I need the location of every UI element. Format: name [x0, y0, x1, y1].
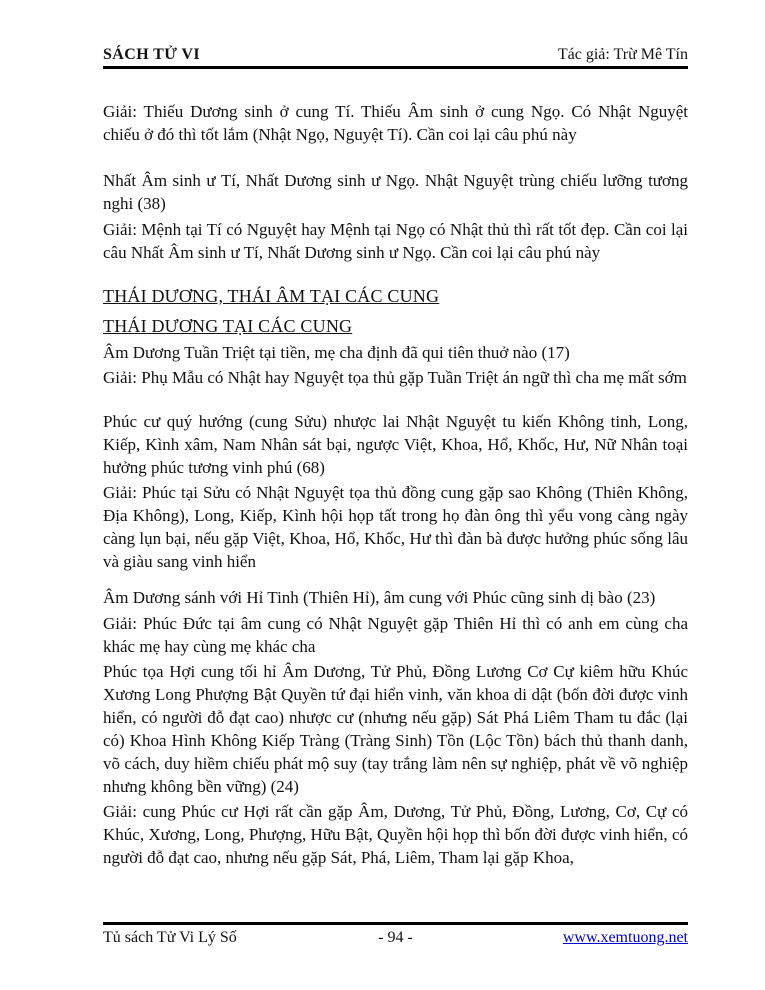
footer-website-link[interactable]: www.xemtuong.net — [562, 929, 688, 946]
footer-series-title: Tủ sách Tử Vi Lý Số — [103, 929, 237, 946]
page-footer — [103, 928, 688, 948]
section-heading-thai-duong-thai-am: THÁI DƯƠNG, THÁI ÂM TẠI CÁC CUNG — [103, 286, 440, 306]
page-number: - 94 - — [378, 929, 413, 946]
footer-rule — [103, 922, 688, 925]
section-heading-thai-duong: THÁI DƯƠNG TẠI CÁC CUNG — [103, 316, 353, 336]
paragraph: Nhất Âm sinh ư Tí, Nhất Dương sinh ư Ngọ. Nhật Nguyệt trùng chiếu lưỡng tương nghi (38) — [103, 171, 688, 213]
paragraph: Giải: cung Phúc cư Hợi rất cần gặp Âm, Dương, Tử Phủ, Đồng, Lương, Cơ, Cự có Khúc, Xương, Long, Phượng, Hữu Bật, Quyền hội họp thì bốn đời được vinh hiển, có người đỗ đạt cao, nhưng nếu gặp Sát, Phá, Liêm, Tham lại gặp Khoa, — [103, 802, 688, 867]
author-credit: Tác giả: Trừ Mê Tín — [557, 46, 688, 63]
paragraph: Giải: Thiếu Dương sinh ở cung Tí. Thiếu Âm sinh ở cung Ngọ. Có Nhật Nguyệt chiếu ở đó thì tốt lắm (Nhật Ngọ, Nguyệt Tí). Cần coi lại câu phú này — [103, 102, 688, 144]
paragraph: Âm Dương Tuần Triệt tại tiền, mẹ cha định đã qui tiên thuở nào (17) — [103, 343, 570, 362]
paragraph: Giải: Phúc Đức tại âm cung có Nhật Nguyệt gặp Thiên Hỉ thì có anh em cùng cha khác mẹ hay cùng mẹ khác cha — [103, 614, 688, 656]
paragraph: Phúc tọa Hợi cung tối hỉ Âm Dương, Tử Phủ, Đồng Lương Cơ Cự kiêm hữu Khúc Xương Long Phượng Bật Quyền tứ đại hiển vinh, văn khoa di dật (bốn đời được vinh hiển, có người đỗ đạt cao) nhược cư (nhưng nếu gặp) Sát Phá Liêm Tham tu đắc (lại có) Khoa Hình Không Kiếp Tràng (Tràng Sinh) Tồn (Lộc Tồn) bách thủ thanh danh, võ cách, duy hiềm chiếu phát mộ suy (tay trắng làm nên sự nghiệp, phát về võ nghiệp nhưng không bền vững) (24) — [103, 662, 688, 796]
page-body — [103, 100, 688, 869]
header-rule — [103, 66, 688, 69]
page-header — [103, 45, 688, 65]
paragraph: Giải: Phụ Mẫu có Nhật hay Nguyệt tọa thủ gặp Tuần Triệt án ngữ thì cha mẹ mất sớm — [103, 368, 687, 387]
book-title: SÁCH TỬ VI — [103, 46, 201, 63]
paragraph: Giải: Phúc tại Sửu có Nhật Nguyệt tọa thủ đồng cung gặp sao Không (Thiên Không, Địa Không), Long, Kiếp, Kình hội họp tất trong họ đàn ông thì yểu vong càng ngày càng lụn bại, nếu gặp Việt, Khoa, Hổ, Khốc, Hư thì đàn bà được hưởng phúc sống lâu và giàu sang vinh hiển — [103, 483, 688, 571]
paragraph: Giải: Mệnh tại Tí có Nguyệt hay Mệnh tại Ngọ có Nhật thủ thì rất tốt đẹp. Cần coi lại câu Nhất Âm sinh ư Tí, Nhất Dương sinh ư Ngọ. Cần coi lại câu phú này — [103, 220, 688, 262]
paragraph: Âm Dương sánh với Hỉ Tinh (Thiên Hỉ), âm cung với Phúc cũng sinh dị bào (23) — [103, 588, 656, 607]
paragraph: Phúc cư quý hướng (cung Sửu) nhược lai Nhật Nguyệt tu kiến Không tinh, Long, Kiếp, Kình xâm, Nam Nhân sát bại, ngược Việt, Khoa, Hổ, Khốc, Hư, Nữ Nhân toại hưởng phúc tương vinh phú (68) — [103, 412, 688, 477]
